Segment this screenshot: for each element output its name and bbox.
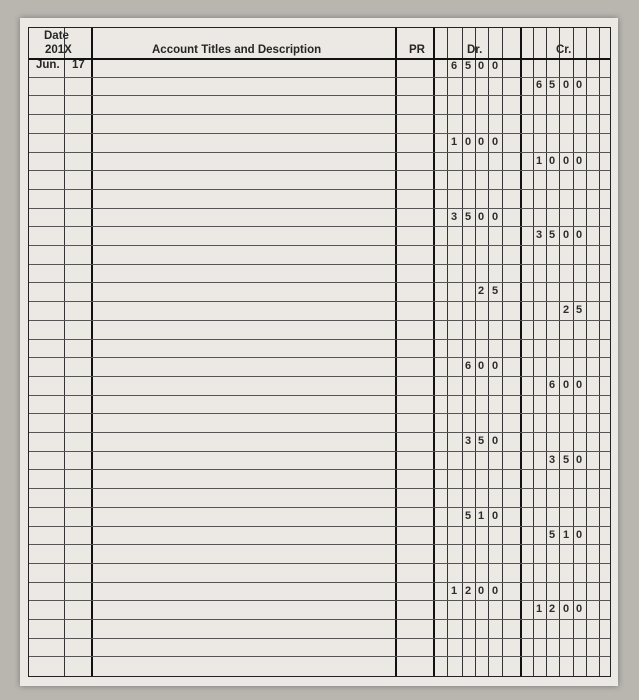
- amount-digit: 0: [491, 135, 499, 148]
- amount-digit: 1: [477, 509, 485, 522]
- amount-digit: 5: [575, 304, 583, 317]
- row-rule: [29, 619, 610, 620]
- column-rule: [91, 28, 93, 676]
- row-rule: [29, 376, 610, 377]
- column-rule: [533, 28, 534, 676]
- row-rule: [29, 600, 610, 601]
- row-rule: [29, 133, 610, 134]
- amount-digit: 5: [464, 509, 472, 522]
- amount-digit: 0: [548, 154, 556, 167]
- column-rule: [488, 28, 489, 676]
- row-rule: [29, 282, 610, 283]
- amount-digit: 0: [562, 154, 570, 167]
- amount-digit: 0: [575, 78, 583, 91]
- amount-digit: 3: [464, 435, 472, 447]
- amount-digit: 5: [464, 60, 472, 72]
- amount-digit: 0: [464, 135, 472, 148]
- amount-digit: 0: [491, 435, 499, 447]
- amount-digit: 5: [548, 78, 556, 91]
- amount-digit: 0: [562, 603, 570, 616]
- amount-digit: 1: [450, 584, 458, 597]
- amount-digit: 0: [575, 603, 583, 616]
- amount-digit: 0: [562, 378, 570, 391]
- amount-digit: 0: [491, 360, 499, 373]
- row-rule: [29, 208, 610, 209]
- amount-digit: 3: [450, 210, 458, 223]
- row-rule: [29, 95, 610, 96]
- first-entry-day: 17: [72, 59, 85, 71]
- amount-digit: 3: [535, 229, 543, 242]
- amount-digit: 5: [548, 229, 556, 242]
- journal-paper: [20, 18, 618, 686]
- column-rule: [559, 28, 560, 676]
- amount-digit: 1: [535, 603, 543, 616]
- row-rule: [29, 245, 610, 246]
- amount-digit: 1: [535, 154, 543, 167]
- amount-digit: 0: [575, 378, 583, 391]
- amount-digit: 0: [575, 528, 583, 541]
- column-rule: [475, 28, 476, 676]
- amount-digit: 3: [548, 453, 556, 466]
- year-header-label: 201X: [45, 44, 72, 56]
- amount-digit: 0: [477, 210, 485, 223]
- account-titles-header: Account Titles and Description: [152, 44, 322, 56]
- header-rule: [29, 58, 610, 60]
- amount-digit: 0: [477, 60, 485, 72]
- row-rule: [29, 395, 610, 396]
- amount-digit: 0: [491, 60, 499, 72]
- amount-digit: 2: [477, 285, 485, 298]
- row-rule: [29, 413, 610, 414]
- row-rule: [29, 264, 610, 265]
- column-rule: [395, 28, 397, 676]
- row-rule: [29, 656, 610, 657]
- row-rule: [29, 469, 610, 470]
- column-rule: [520, 28, 522, 676]
- row-rule: [29, 451, 610, 452]
- amount-digit: 5: [562, 453, 570, 466]
- amount-digit: 6: [450, 60, 458, 72]
- amount-digit: 0: [491, 210, 499, 223]
- row-rule: [29, 152, 610, 153]
- amount-digit: 0: [562, 78, 570, 91]
- month-label: Jun.: [36, 59, 60, 71]
- amount-digit: 0: [491, 509, 499, 522]
- row-rule: [29, 170, 610, 171]
- amount-digit: 6: [464, 360, 472, 373]
- row-rule: [29, 226, 610, 227]
- amount-digit: 5: [477, 435, 485, 447]
- row-rule: [29, 507, 610, 508]
- column-rule: [64, 28, 65, 676]
- column-rule: [502, 28, 503, 676]
- pr-header: PR: [409, 44, 425, 56]
- column-rule: [586, 28, 587, 676]
- amount-digit: 2: [464, 584, 472, 597]
- column-rule: [433, 28, 435, 676]
- row-rule: [29, 339, 610, 340]
- column-rule: [546, 28, 547, 676]
- row-rule: [29, 320, 610, 321]
- amount-digit: 0: [562, 229, 570, 242]
- row-rule: [29, 638, 610, 639]
- row-rule: [29, 114, 610, 115]
- row-rule: [29, 432, 610, 433]
- row-rule: [29, 357, 610, 358]
- amount-digit: 0: [575, 229, 583, 242]
- row-rule: [29, 488, 610, 489]
- amount-digit: 0: [575, 453, 583, 466]
- amount-digit: 5: [491, 285, 499, 298]
- row-rule: [29, 582, 610, 583]
- amount-digit: 6: [535, 78, 543, 91]
- amount-digit: 1: [450, 135, 458, 148]
- column-rule: [599, 28, 600, 676]
- credit-header: Cr.: [556, 44, 572, 56]
- row-rule: [29, 301, 610, 302]
- amount-digit: 2: [562, 304, 570, 317]
- row-rule: [29, 526, 610, 527]
- amount-digit: 5: [548, 528, 556, 541]
- row-rule: [29, 563, 610, 564]
- debit-header: Dr.: [467, 44, 483, 56]
- row-rule: [29, 544, 610, 545]
- amount-digit: 5: [464, 210, 472, 223]
- amount-digit: 0: [575, 154, 583, 167]
- amount-digit: 0: [491, 584, 499, 597]
- general-journal: [28, 27, 611, 677]
- amount-digit: 0: [477, 360, 485, 373]
- amount-digit: 6: [548, 378, 556, 391]
- amount-digit: 2: [548, 603, 556, 616]
- amount-digit: 0: [477, 584, 485, 597]
- column-rule: [447, 28, 448, 676]
- row-rule: [29, 189, 610, 190]
- amount-digit: 0: [477, 135, 485, 148]
- date-header-label: Date: [44, 30, 69, 42]
- column-rule: [573, 28, 574, 676]
- amount-digit: 1: [562, 528, 570, 541]
- row-rule: [29, 77, 610, 78]
- column-rule: [462, 28, 463, 676]
